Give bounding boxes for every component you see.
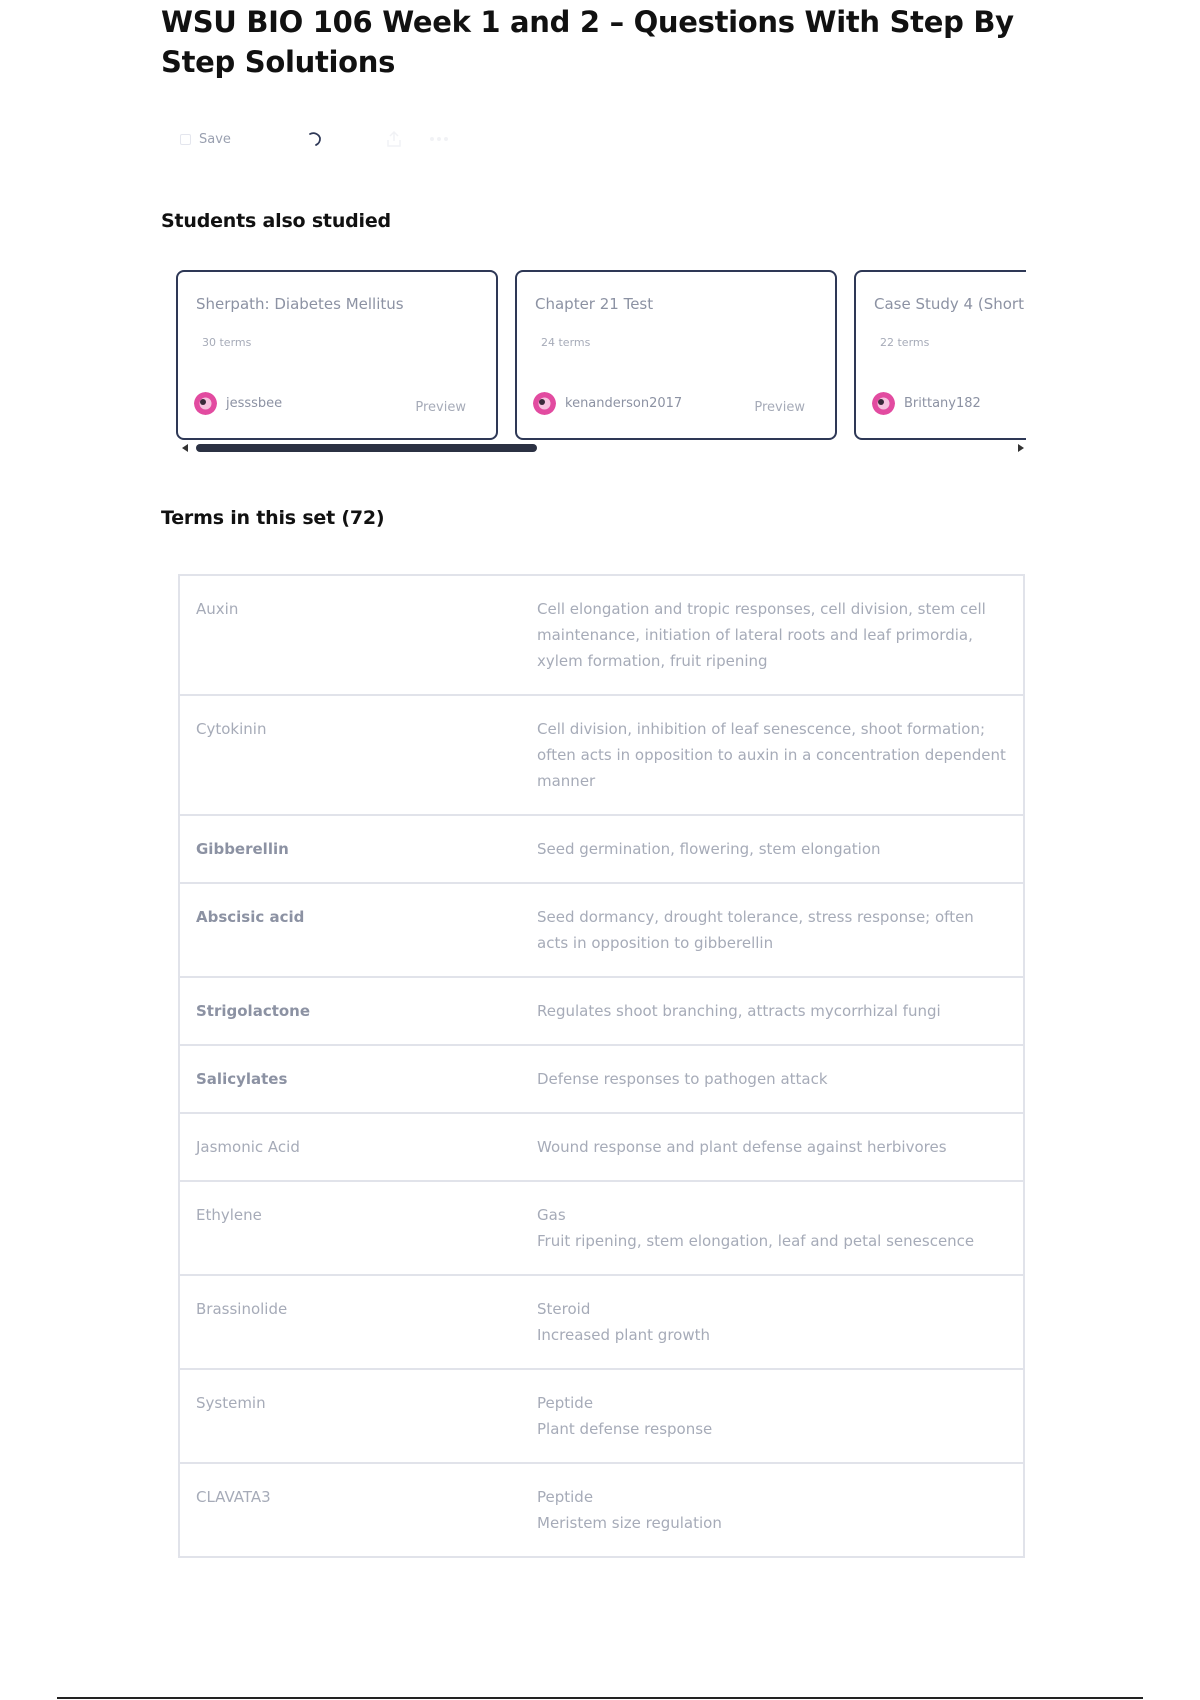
username[interactable]: Brittany182 [904, 396, 981, 411]
term-word: Systemin [196, 1394, 266, 1412]
definition-line: Meristem size regulation [537, 1514, 722, 1532]
toolbar [180, 124, 451, 154]
definition-line: Peptide [537, 1394, 594, 1412]
term-definition [537, 696, 1023, 814]
related-sets-carousel [176, 270, 1026, 452]
scroll-left-arrow-icon[interactable] [182, 444, 188, 452]
loading-spinner-icon [305, 129, 325, 149]
card-title: Chapter 21 Test [535, 295, 654, 313]
term-word: Gibberellin [196, 840, 289, 858]
term-word: Jasmonic Acid [196, 1138, 300, 1156]
preview-button[interactable]: Preview [754, 400, 805, 415]
scroll-right-arrow-icon[interactable] [1018, 444, 1024, 452]
term-definition [537, 1182, 1023, 1274]
avatar [533, 392, 556, 415]
carousel-scrollbar[interactable] [176, 441, 1026, 455]
definition-line: Cell division, inhibition of leaf senescence, shoot formation; often acts in opposition to auxin in a concentration dependent manner [537, 720, 1006, 790]
term-definition [537, 1370, 1023, 1462]
term-row [180, 1464, 1023, 1558]
term-row [180, 576, 1023, 696]
more-icon[interactable] [427, 132, 451, 146]
divider [57, 1697, 1143, 1699]
card-track [176, 270, 1026, 440]
definition-line: Increased plant growth [537, 1326, 710, 1344]
preview-button[interactable]: Preview [415, 400, 466, 415]
card-author [194, 392, 282, 415]
terms-table [178, 574, 1025, 1558]
term-word: Abscisic acid [196, 908, 305, 926]
term-word: Auxin [196, 600, 239, 618]
term-definition [537, 1276, 1023, 1368]
study-set-card[interactable] [515, 270, 837, 440]
terms-heading: Terms in this set (72) [161, 507, 385, 529]
term-definition [537, 1114, 1023, 1180]
definition-line: Steroid [537, 1300, 591, 1318]
card-term-count: 24 terms [541, 336, 591, 349]
card-title: Sherpath: Diabetes Mellitus [196, 295, 404, 313]
card-term-count: 30 terms [202, 336, 252, 349]
definition-line: Peptide [537, 1488, 594, 1506]
save-button[interactable] [180, 132, 231, 147]
term-row [180, 1182, 1023, 1276]
term-word: CLAVATA3 [196, 1488, 271, 1506]
term-row [180, 1370, 1023, 1464]
term-word: Brassinolide [196, 1300, 288, 1318]
definition-line: Fruit ripening, stem elongation, leaf and petal senescence [537, 1232, 975, 1250]
definition-line: Gas [537, 1206, 566, 1224]
definition-line: Plant defense response [537, 1420, 713, 1438]
card-author [533, 392, 682, 415]
term-word: Cytokinin [196, 720, 267, 738]
term-definition [537, 816, 1023, 882]
share-icon[interactable] [385, 130, 403, 148]
checkbox-icon [180, 134, 191, 145]
scroll-thumb[interactable] [196, 444, 537, 452]
term-row [180, 884, 1023, 978]
term-row [180, 696, 1023, 816]
definition-line: Wound response and plant defense against herbivores [537, 1138, 947, 1156]
term-word: Salicylates [196, 1070, 288, 1088]
students-also-studied-heading: Students also studied [161, 210, 391, 232]
term-definition [537, 1464, 1023, 1556]
avatar [194, 392, 217, 415]
study-set-card[interactable] [854, 270, 1026, 440]
username[interactable]: kenanderson2017 [565, 396, 683, 411]
card-title: Case Study 4 (Short [874, 295, 1024, 313]
term-word: Strigolactone [196, 1002, 311, 1020]
definition-line: Cell elongation and tropic responses, cell division, stem cell maintenance, initiation of lateral roots and leaf primordia, xylem formation, fruit ripening [537, 600, 986, 670]
definition-line: Defense responses to pathogen attack [537, 1070, 828, 1088]
term-word: Ethylene [196, 1206, 262, 1224]
username[interactable]: jesssbee [226, 396, 283, 411]
term-row [180, 816, 1023, 884]
save-label: Save [199, 131, 231, 147]
term-definition [537, 1046, 1023, 1112]
card-term-count: 22 terms [880, 336, 930, 349]
term-row [180, 1114, 1023, 1182]
avatar [872, 392, 895, 415]
term-definition [537, 978, 1023, 1044]
term-row [180, 1046, 1023, 1114]
definition-line: Seed dormancy, drought tolerance, stress response; often acts in opposition to gibberellin [537, 908, 974, 952]
study-set-card[interactable] [176, 270, 498, 440]
term-row [180, 978, 1023, 1046]
page-title: WSU BIO 106 Week 1 and 2 – Questions With Step By Step Solutions [161, 5, 1014, 79]
card-author [872, 392, 981, 415]
term-definition [537, 576, 1023, 694]
definition-line: Seed germination, flowering, stem elongation [537, 840, 881, 858]
term-row [180, 1276, 1023, 1370]
definition-line: Regulates shoot branching, attracts mycorrhizal fungi [537, 1002, 941, 1020]
term-definition [537, 884, 1023, 976]
